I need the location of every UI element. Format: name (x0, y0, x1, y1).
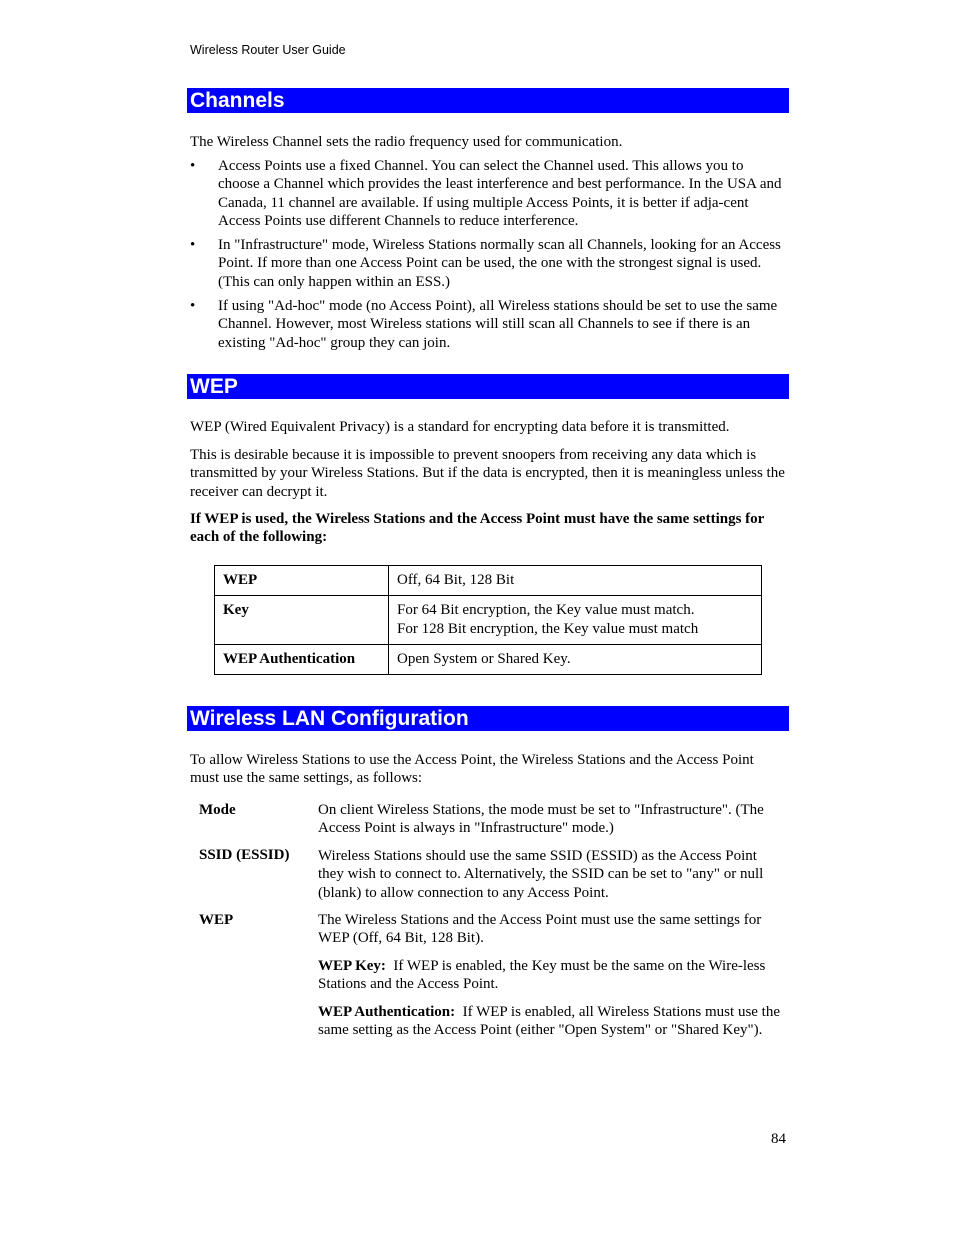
channels-bullet-list (190, 157, 786, 358)
wep-auth-label: WEP Authentication: (318, 1004, 456, 1020)
table-value: For 64 Bit encryption, the Key value must match. For 128 Bit encryption, the Key value must match (389, 596, 762, 645)
ssid-label: SSID (ESSID) (199, 847, 290, 863)
table-key: WEP (215, 566, 389, 596)
page-number: 84 (771, 1131, 786, 1147)
wlan-intro: To allow Wireless Stations to use the Access Point, the Wireless Stations and the Access Point must use the same settings, as follows: (190, 752, 754, 787)
list-item: • In "Infrastructure" mode, Wireless Stations normally scan all Channels, looking for an Access Point. If more than one Access Point can be used, the one with the strongest signal is used. (This can only happen within an ESS.) (190, 237, 781, 290)
list-item: • If using "Ad-hoc" mode (no Access Point), all Wireless stations should be set to use the same Channel. However, most Wireless stations will still scan all Channels to see if there is an existing "Ad-hoc" group they can join. (190, 298, 778, 351)
bullet-icon: • (190, 158, 196, 174)
wep-auth-description: WEP Authentication: If WEP is enabled, all Wireless Stations must use the same setting as the Access Point (either "Open System" or "Shared Key"). (318, 1004, 781, 1039)
wep-settings-table (214, 565, 762, 675)
list-item: • Access Points use a fixed Channel. You can select the Channel used. This allows you to choose a Channel which provides the least interference and best performance. In the USA and Canada, 11 channel are available. If using multiple Access Points, it is better if adja-cent Access Points use different Channels to reduce interference. (190, 158, 782, 229)
channels-intro: The Wireless Channel sets the radio frequency used for communication. (190, 134, 623, 150)
wep-label: WEP (199, 912, 234, 928)
ssid-description: Wireless Stations should use the same SSID (ESSID) as the Access Point they wish to connect to. Alternatively, the SSID can be set to "any" or null (blank) to allow connection to any Access Point. (318, 848, 764, 901)
bullet-icon: • (190, 237, 196, 254)
running-header: Wireless Router User Guide (190, 43, 346, 57)
section-title-wep: WEP (187, 374, 789, 399)
mode-label: Mode (199, 802, 236, 818)
wep-paragraph-3: If WEP is used, the Wireless Stations and the Access Point must have the same settings for each of the following: (190, 511, 765, 546)
table-value: Off, 64 Bit, 128 Bit (389, 566, 762, 596)
wep-paragraph-2: This is desirable because it is impossible to prevent snoopers from receiving any data which is transmitted by your Wireless Stations. But if the data is encrypted, then it is meaningless unless the receiver can decrypt it. (190, 447, 785, 500)
table-row (215, 644, 762, 674)
table-row (215, 596, 762, 645)
table-key: Key (215, 596, 389, 645)
mode-description: On client Wireless Stations, the mode must be set to "Infrastructure". (The Access Point is always in "Infrastructure" mode.) (318, 802, 764, 837)
bullet-icon: • (190, 298, 196, 315)
table-value: Open System or Shared Key. (389, 644, 762, 674)
table-key: WEP Authentication (215, 644, 389, 674)
wep-key-label: WEP Key: (318, 958, 386, 974)
section-title-channels: Channels (187, 88, 789, 113)
wep-description: The Wireless Stations and the Access Point must use the same settings for WEP (Off, 64 Bit, 128 Bit). (318, 912, 762, 947)
section-title-wireless-lan: Wireless LAN Configuration (187, 706, 789, 731)
wep-key-description: WEP Key: If WEP is enabled, the Key must be the same on the Wire-less Stations and the Access Point. (318, 958, 766, 993)
table-row (215, 566, 762, 596)
wep-paragraph-1: WEP (Wired Equivalent Privacy) is a standard for encrypting data before it is transmitted. (190, 419, 730, 435)
